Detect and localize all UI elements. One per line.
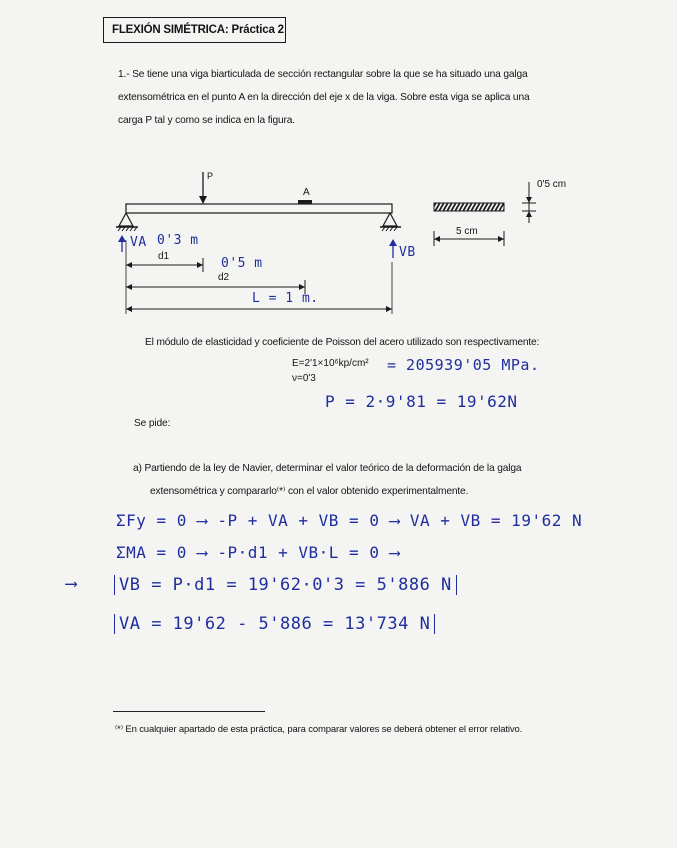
vb-label: VB xyxy=(399,245,416,260)
page-title: FLEXIÓN SIMÉTRICA: Práctica 2 xyxy=(103,17,286,43)
cross-section xyxy=(434,203,504,211)
solution-arrow: ⟶ xyxy=(66,574,77,594)
solution-sum-forces: ΣFy = 0 ⟶ -P + VA + VB = 0 ⟶ VA + VB = 19'62 N xyxy=(116,511,583,530)
load-arrowhead xyxy=(199,196,207,204)
nu-value: ν=0'3 xyxy=(292,373,316,384)
e-value: E=2'1×10⁶kp/cm² xyxy=(292,358,369,369)
strain-gauge xyxy=(298,200,312,204)
problem-line: 1.- Se tiene una viga biarticulada de sección rectangular sobre la que se ha situado una galga xyxy=(118,69,528,80)
footnote: ⁽*⁾ En cualquier apartado de esta práctica, para comparar valores se deberá obtener el error relativo. xyxy=(115,724,523,735)
question-line: extensométrica y compararlo⁽*⁾ con el valor obtenido experimentalmente. xyxy=(150,486,469,497)
solution-sum-moments: ΣMA = 0 ⟶ -P·d1 + VB·L = 0 ⟶ xyxy=(116,543,400,562)
e-conversion: = 205939'05 MPa. xyxy=(387,356,540,374)
width-label: 5 cm xyxy=(456,226,478,237)
load-label: P xyxy=(207,171,214,181)
modulus-text: El módulo de elasticidad y coeficiente de Poisson del acero utilizado son respectivamente: xyxy=(145,337,540,348)
beam xyxy=(126,204,392,213)
problem-line: extensométrica en el punto A en la dirección del eje x de la viga. Sobre esta viga se aplica una xyxy=(118,92,530,103)
solution-vb: VB = P·d1 = 19'62·0'3 = 5'886 N xyxy=(114,575,457,595)
problem-line: carga P tal y como se indica en la figura. xyxy=(118,115,295,126)
length-label: L = 1 m. xyxy=(252,291,319,306)
thickness-label: 0'5 cm xyxy=(537,179,567,190)
solution-va: VA = 19'62 - 5'886 = 13'734 N xyxy=(114,614,435,634)
va-label: VA xyxy=(130,235,147,250)
d2-value: 0'5 m xyxy=(221,256,263,271)
point-a-label: A xyxy=(303,187,310,198)
d1-value: 0'3 m xyxy=(157,233,199,248)
question-a xyxy=(133,457,521,503)
p-value: P = 2·9'81 = 19'62N xyxy=(325,392,518,411)
left-support xyxy=(119,213,133,226)
right-support xyxy=(383,213,397,226)
footnote-divider xyxy=(113,711,265,712)
se-pide: Se pide: xyxy=(134,418,171,429)
question-line: a) Partiendo de la ley de Navier, determinar el valor teórico de la deformación de la galga xyxy=(133,463,522,474)
d2-label: d2 xyxy=(218,272,230,283)
d1-label: d1 xyxy=(158,251,170,262)
